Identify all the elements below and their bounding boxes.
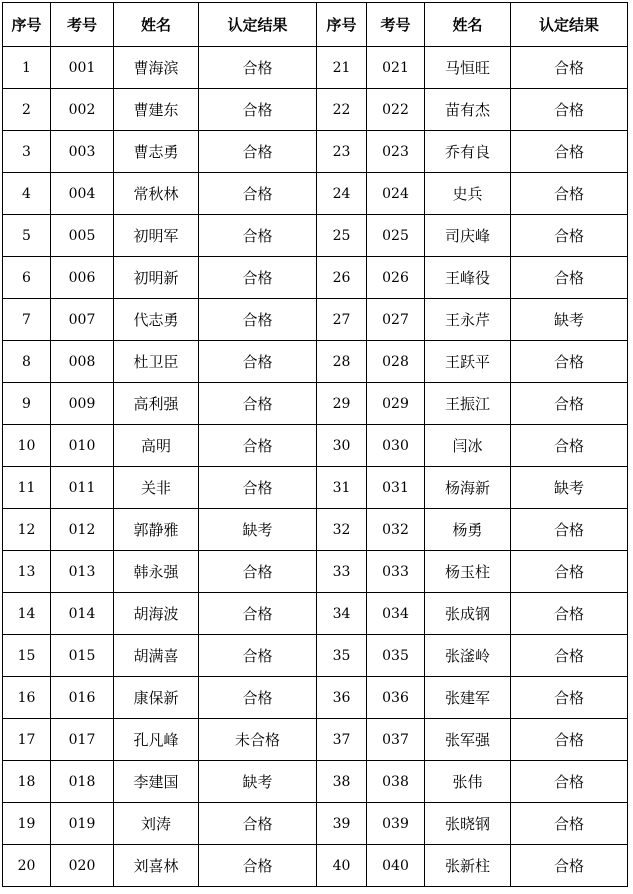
cell-left-result: 合格 (199, 677, 317, 719)
cell-left-result: 合格 (199, 845, 317, 887)
cell-right-result: 缺考 (511, 467, 628, 509)
cell-right-result: 合格 (511, 89, 628, 131)
table-row (3, 89, 628, 131)
cell-left-name: 康保新 (114, 677, 199, 719)
cell-left-id: 004 (51, 173, 114, 215)
cell-left-id: 016 (51, 677, 114, 719)
table-row (3, 299, 628, 341)
cell-right-result: 合格 (511, 719, 628, 761)
cell-right-name: 张成钢 (425, 593, 511, 635)
cell-left-result: 合格 (199, 299, 317, 341)
cell-right-id: 039 (367, 803, 425, 845)
cell-left-result: 合格 (199, 803, 317, 845)
table-header-row (3, 3, 628, 47)
cell-left-seq: 10 (3, 425, 51, 467)
header-seq-right: 序号 (317, 3, 367, 47)
cell-right-seq: 33 (317, 551, 367, 593)
cell-right-id: 026 (367, 257, 425, 299)
table-row (3, 803, 628, 845)
cell-right-name: 王永芹 (425, 299, 511, 341)
cell-right-result: 合格 (511, 215, 628, 257)
cell-left-name: 曹建东 (114, 89, 199, 131)
cell-right-name: 张军强 (425, 719, 511, 761)
table-row (3, 551, 628, 593)
cell-left-id: 011 (51, 467, 114, 509)
cell-right-result: 合格 (511, 173, 628, 215)
cell-right-seq: 34 (317, 593, 367, 635)
cell-left-id: 014 (51, 593, 114, 635)
cell-right-name: 王振江 (425, 383, 511, 425)
cell-left-name: 李建国 (114, 761, 199, 803)
cell-left-seq: 16 (3, 677, 51, 719)
cell-right-seq: 32 (317, 509, 367, 551)
cell-left-seq: 12 (3, 509, 51, 551)
cell-right-result: 合格 (511, 845, 628, 887)
cell-right-seq: 35 (317, 635, 367, 677)
cell-left-id: 009 (51, 383, 114, 425)
cell-left-seq: 8 (3, 341, 51, 383)
certification-results-table (2, 2, 628, 887)
cell-left-seq: 15 (3, 635, 51, 677)
cell-left-id: 010 (51, 425, 114, 467)
cell-right-result: 合格 (511, 509, 628, 551)
cell-right-result: 合格 (511, 257, 628, 299)
cell-right-id: 028 (367, 341, 425, 383)
cell-right-id: 029 (367, 383, 425, 425)
table-row (3, 173, 628, 215)
cell-left-name: 韩永强 (114, 551, 199, 593)
cell-right-name: 王峰役 (425, 257, 511, 299)
cell-left-id: 015 (51, 635, 114, 677)
cell-left-result: 合格 (199, 593, 317, 635)
table-row (3, 257, 628, 299)
cell-left-name: 高利强 (114, 383, 199, 425)
cell-left-id: 005 (51, 215, 114, 257)
cell-right-name: 乔有良 (425, 131, 511, 173)
table-row (3, 761, 628, 803)
cell-left-name: 常秋林 (114, 173, 199, 215)
cell-right-name: 王跃平 (425, 341, 511, 383)
cell-right-id: 036 (367, 677, 425, 719)
cell-right-seq: 39 (317, 803, 367, 845)
cell-right-result: 合格 (511, 593, 628, 635)
cell-right-id: 032 (367, 509, 425, 551)
table-row (3, 509, 628, 551)
cell-left-seq: 6 (3, 257, 51, 299)
cell-right-seq: 36 (317, 677, 367, 719)
cell-left-seq: 18 (3, 761, 51, 803)
cell-left-name: 胡海波 (114, 593, 199, 635)
cell-left-name: 初明军 (114, 215, 199, 257)
cell-left-result: 合格 (199, 257, 317, 299)
cell-left-id: 001 (51, 47, 114, 89)
table-row (3, 593, 628, 635)
cell-left-name: 孔凡峰 (114, 719, 199, 761)
cell-right-seq: 27 (317, 299, 367, 341)
table-row (3, 215, 628, 257)
cell-right-seq: 26 (317, 257, 367, 299)
cell-right-id: 023 (367, 131, 425, 173)
header-result-left: 认定结果 (199, 3, 317, 47)
cell-left-name: 高明 (114, 425, 199, 467)
cell-right-id: 024 (367, 173, 425, 215)
cell-left-name: 代志勇 (114, 299, 199, 341)
cell-right-id: 021 (367, 47, 425, 89)
cell-right-seq: 21 (317, 47, 367, 89)
cell-left-name: 郭静雅 (114, 509, 199, 551)
header-seq-left: 序号 (3, 3, 51, 47)
cell-left-id: 018 (51, 761, 114, 803)
cell-left-seq: 2 (3, 89, 51, 131)
cell-right-seq: 37 (317, 719, 367, 761)
cell-left-seq: 20 (3, 845, 51, 887)
cell-left-seq: 5 (3, 215, 51, 257)
table-row (3, 719, 628, 761)
cell-left-seq: 9 (3, 383, 51, 425)
cell-right-name: 杨勇 (425, 509, 511, 551)
cell-left-id: 006 (51, 257, 114, 299)
cell-right-result: 合格 (511, 425, 628, 467)
table-row (3, 383, 628, 425)
cell-right-id: 035 (367, 635, 425, 677)
cell-left-result: 缺考 (199, 761, 317, 803)
cell-left-name: 刘喜林 (114, 845, 199, 887)
cell-left-id: 019 (51, 803, 114, 845)
cell-left-seq: 7 (3, 299, 51, 341)
header-name-right: 姓名 (425, 3, 511, 47)
cell-left-seq: 19 (3, 803, 51, 845)
cell-left-id: 002 (51, 89, 114, 131)
cell-left-result: 缺考 (199, 509, 317, 551)
cell-right-seq: 38 (317, 761, 367, 803)
cell-right-name: 张新柱 (425, 845, 511, 887)
cell-right-seq: 31 (317, 467, 367, 509)
cell-right-id: 034 (367, 593, 425, 635)
cell-right-result: 合格 (511, 803, 628, 845)
header-result-right: 认定结果 (511, 3, 628, 47)
cell-right-name: 杨玉柱 (425, 551, 511, 593)
table-row (3, 467, 628, 509)
cell-left-name: 杜卫臣 (114, 341, 199, 383)
cell-left-seq: 13 (3, 551, 51, 593)
cell-right-name: 史兵 (425, 173, 511, 215)
cell-left-result: 合格 (199, 173, 317, 215)
cell-left-seq: 17 (3, 719, 51, 761)
cell-left-name: 刘涛 (114, 803, 199, 845)
cell-left-id: 008 (51, 341, 114, 383)
cell-right-seq: 30 (317, 425, 367, 467)
cell-right-name: 张晓钢 (425, 803, 511, 845)
cell-right-seq: 24 (317, 173, 367, 215)
cell-right-seq: 29 (317, 383, 367, 425)
cell-left-name: 胡满喜 (114, 635, 199, 677)
cell-right-id: 030 (367, 425, 425, 467)
cell-left-name: 曹海滨 (114, 47, 199, 89)
cell-right-name: 闫冰 (425, 425, 511, 467)
cell-right-name: 张滏岭 (425, 635, 511, 677)
cell-right-result: 合格 (511, 761, 628, 803)
cell-right-result: 合格 (511, 551, 628, 593)
cell-left-result: 合格 (199, 47, 317, 89)
cell-right-result: 缺考 (511, 299, 628, 341)
cell-left-result: 合格 (199, 131, 317, 173)
cell-left-name: 关非 (114, 467, 199, 509)
cell-right-result: 合格 (511, 677, 628, 719)
cell-right-result: 合格 (511, 131, 628, 173)
cell-right-id: 031 (367, 467, 425, 509)
cell-right-name: 杨海新 (425, 467, 511, 509)
cell-right-seq: 23 (317, 131, 367, 173)
cell-right-id: 022 (367, 89, 425, 131)
cell-left-result: 合格 (199, 467, 317, 509)
cell-left-result: 未合格 (199, 719, 317, 761)
table-row (3, 47, 628, 89)
cell-left-seq: 4 (3, 173, 51, 215)
table-row (3, 341, 628, 383)
table-row (3, 425, 628, 467)
table-row (3, 677, 628, 719)
header-id-left: 考号 (51, 3, 114, 47)
cell-left-id: 013 (51, 551, 114, 593)
cell-left-result: 合格 (199, 551, 317, 593)
cell-left-id: 020 (51, 845, 114, 887)
cell-right-id: 037 (367, 719, 425, 761)
cell-left-result: 合格 (199, 425, 317, 467)
cell-left-id: 003 (51, 131, 114, 173)
cell-left-id: 017 (51, 719, 114, 761)
cell-right-name: 马恒旺 (425, 47, 511, 89)
cell-left-seq: 1 (3, 47, 51, 89)
cell-right-name: 张伟 (425, 761, 511, 803)
table-body (3, 47, 628, 887)
cell-right-result: 合格 (511, 341, 628, 383)
cell-right-seq: 40 (317, 845, 367, 887)
cell-left-result: 合格 (199, 635, 317, 677)
cell-right-result: 合格 (511, 383, 628, 425)
header-id-right: 考号 (367, 3, 425, 47)
cell-left-id: 007 (51, 299, 114, 341)
cell-left-result: 合格 (199, 89, 317, 131)
cell-right-seq: 22 (317, 89, 367, 131)
cell-right-seq: 28 (317, 341, 367, 383)
table-row (3, 845, 628, 887)
cell-right-seq: 25 (317, 215, 367, 257)
cell-right-id: 040 (367, 845, 425, 887)
header-name-left: 姓名 (114, 3, 199, 47)
cell-right-id: 025 (367, 215, 425, 257)
table-row (3, 635, 628, 677)
cell-right-name: 苗有杰 (425, 89, 511, 131)
cell-left-seq: 3 (3, 131, 51, 173)
cell-right-name: 张建军 (425, 677, 511, 719)
cell-right-result: 合格 (511, 635, 628, 677)
cell-left-seq: 11 (3, 467, 51, 509)
cell-left-id: 012 (51, 509, 114, 551)
cell-right-id: 027 (367, 299, 425, 341)
cell-left-seq: 14 (3, 593, 51, 635)
cell-right-id: 033 (367, 551, 425, 593)
cell-right-name: 司庆峰 (425, 215, 511, 257)
cell-right-result: 合格 (511, 47, 628, 89)
cell-right-id: 038 (367, 761, 425, 803)
cell-left-result: 合格 (199, 341, 317, 383)
cell-left-name: 初明新 (114, 257, 199, 299)
table-row (3, 131, 628, 173)
cell-left-name: 曹志勇 (114, 131, 199, 173)
cell-left-result: 合格 (199, 215, 317, 257)
cell-left-result: 合格 (199, 383, 317, 425)
